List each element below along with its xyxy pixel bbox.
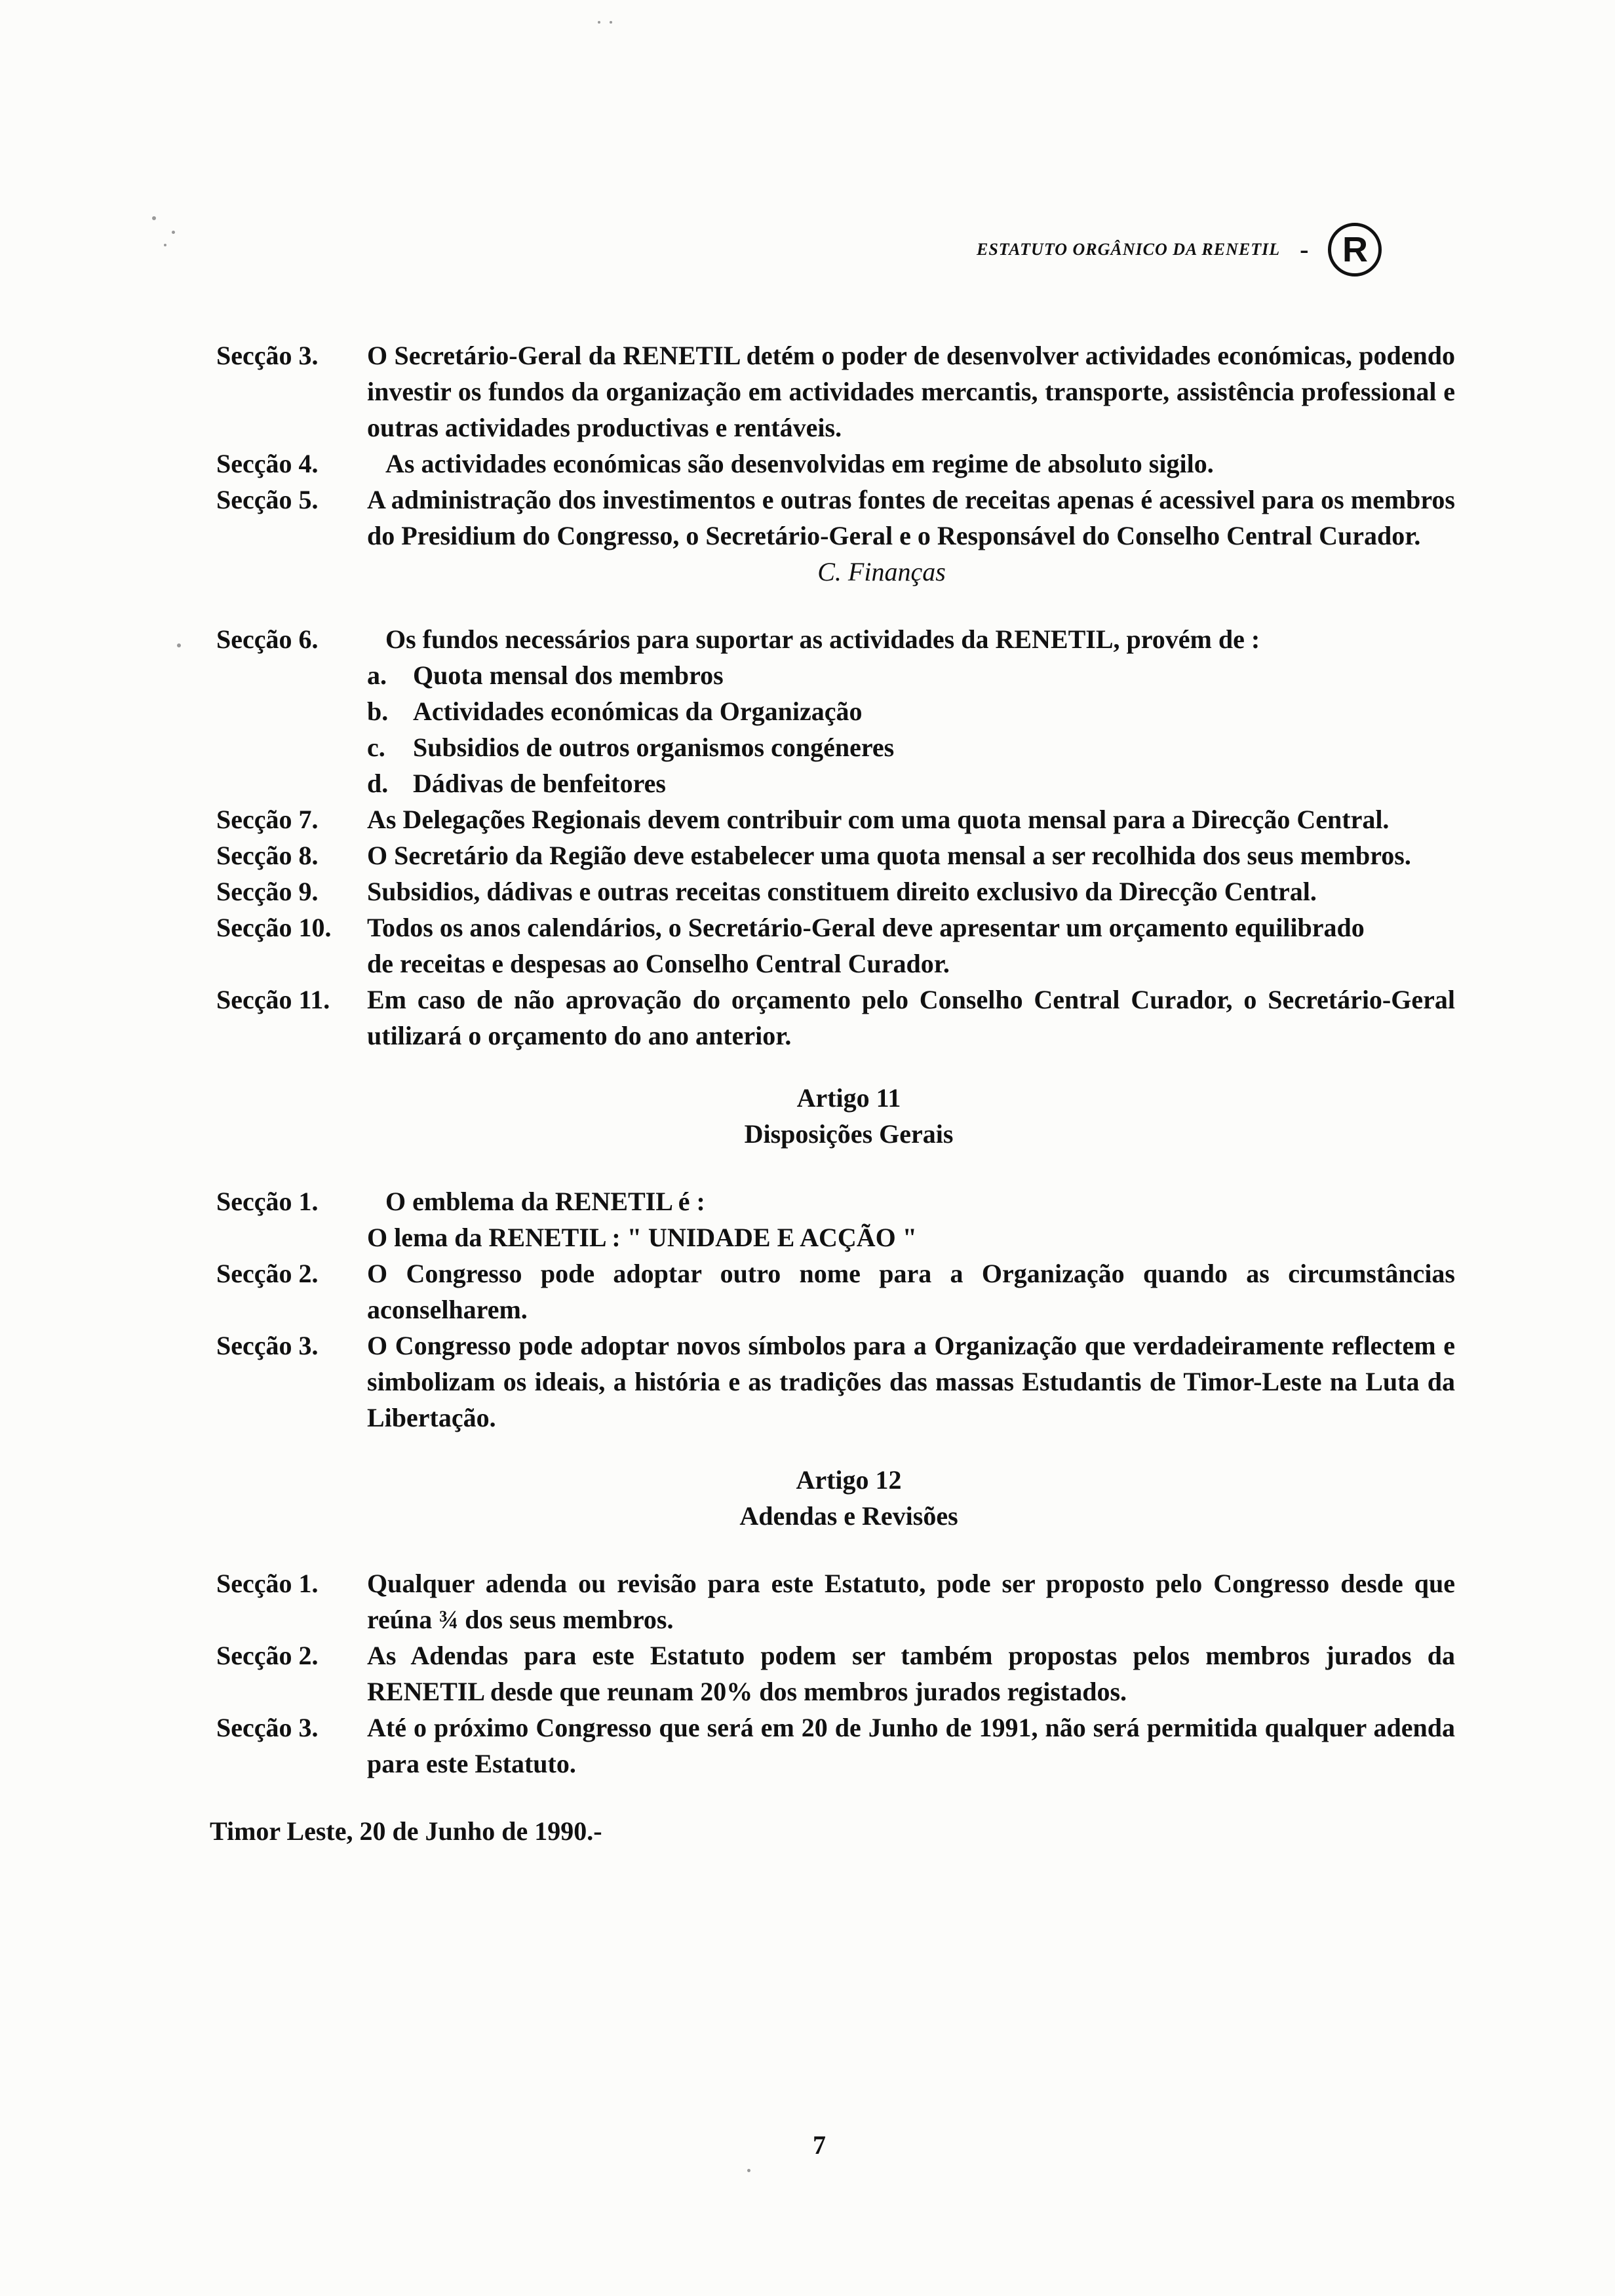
art11-section-3-block <box>216 1328 1455 1436</box>
section-label: Secção 4. <box>216 449 319 478</box>
list-letter: b. <box>367 697 389 726</box>
section-10-block <box>216 909 1455 982</box>
article-title: Artigo 12 <box>796 1465 902 1495</box>
section-label: Secção 8. <box>216 841 319 870</box>
section-label: Secção 9. <box>216 877 319 906</box>
section-text: O Congresso pode adoptar outro nome para a Organização quando as circumstâncias aconselharem. <box>367 1259 1455 1324</box>
section-text: Todos os anos calendários, o Secretário-Geral deve apresentar um orçamento equilibrado <box>367 913 1365 942</box>
scan-speck <box>747 2169 750 2172</box>
section-text: O Secretário da Região deve estabelecer uma quota mensal a ser recolhida dos seus membros. <box>367 841 1411 870</box>
section-5-block <box>216 482 1455 554</box>
section-label: Secção 5. <box>216 485 319 514</box>
art12-section-2-block <box>216 1637 1455 1710</box>
list-item <box>367 729 1455 765</box>
section-text: Subsidios, dádivas e outras receitas constituem direito exclusivo da Direcção Central. <box>367 877 1317 906</box>
funding-sources-list <box>367 657 1455 801</box>
article-12-heading <box>216 1462 1455 1534</box>
article-11-heading <box>216 1080 1455 1152</box>
section-label: Secção 6. <box>216 624 319 654</box>
financas-heading: C. Finanças <box>817 557 946 586</box>
section-label: Secção 1. <box>216 1569 319 1598</box>
list-item <box>367 657 1455 693</box>
list-text: Quota mensal dos membros <box>413 660 724 690</box>
list-letter: d. <box>367 769 389 798</box>
scan-speck <box>164 244 166 246</box>
section-text: O lema da RENETIL : " UNIDADE E ACÇÃO " <box>367 1223 917 1252</box>
section-label: Secção 2. <box>216 1259 319 1288</box>
header-dash: - <box>1300 235 1309 264</box>
section-text: Em caso de não aprovação do orçamento pelo Conselho Central Curador, o Secretário-Geral utilizará o orçamento do ano anterior. <box>367 985 1455 1050</box>
section-9-block <box>216 873 1455 909</box>
list-item <box>367 693 1455 729</box>
section-text: Qualquer adenda ou revisão para este Estatuto, pode ser proposto pelo Congresso desde que reúna ¾ dos seus membros. <box>367 1569 1455 1634</box>
section-label: Secção 1. <box>216 1187 319 1216</box>
page-number: 7 <box>813 2130 826 2160</box>
list-text: Dádivas de benfeitores <box>413 769 666 798</box>
art11-section-1-block <box>216 1183 1455 1255</box>
scan-speck <box>610 21 612 24</box>
section-text: O emblema da RENETIL é : <box>385 1187 705 1216</box>
article-subtitle: Disposições Gerais <box>744 1119 954 1149</box>
scan-speck <box>598 21 600 24</box>
section-text: A administração dos investimentos e outras fontes de receitas apenas é acessivel para os membros do Presidium do Congresso, o Secretário-Geral e o Responsável do Conselho Central Curador. <box>367 485 1455 550</box>
scan-speck <box>172 231 175 234</box>
section-label: Secção 3. <box>216 1331 319 1360</box>
section-7-block <box>216 801 1455 837</box>
section-11-block <box>216 982 1455 1054</box>
section-3-block <box>216 337 1455 446</box>
scan-speck <box>177 643 181 647</box>
section-label: Secção 7. <box>216 805 319 834</box>
art12-section-1-block <box>216 1565 1455 1637</box>
registered-mark-icon: R <box>1328 223 1382 277</box>
section-8-block <box>216 837 1455 873</box>
scan-speck <box>152 216 156 220</box>
section-label: Secção 2. <box>216 1641 319 1670</box>
section-label: Secção 10. <box>216 913 332 942</box>
page-header <box>977 223 1382 277</box>
art11-section-2-block <box>216 1255 1455 1328</box>
list-item <box>367 765 1455 801</box>
section-label: Secção 11. <box>216 985 330 1014</box>
section-text: Os fundos necessários para suportar as actividades da RENETIL, provém de : <box>385 624 1260 654</box>
list-letter: c. <box>367 733 385 762</box>
document-body <box>210 337 1455 1849</box>
section-text: O Congresso pode adoptar novos símbolos para a Organização que verdadeiramente reflectem e simbolizam os ideais, a história e as tradições das massas Estudantis de Timor-Leste na Luta da Libertação. <box>367 1331 1455 1432</box>
list-text: Subsidios de outros organismos congéneres <box>413 733 895 762</box>
art12-section-3-block <box>216 1710 1455 1782</box>
section-6-block <box>216 621 1455 801</box>
section-text: de receitas e despesas ao Conselho Central Curador. <box>367 949 950 978</box>
section-4-block <box>216 446 1455 482</box>
section-text: As Delegações Regionais devem contribuir com uma quota mensal para a Direcção Central. <box>367 805 1390 834</box>
article-title: Artigo 11 <box>796 1083 901 1113</box>
header-title: ESTATUTO ORGÂNICO DA RENETIL <box>977 240 1281 259</box>
section-text: O Secretário-Geral da RENETIL detém o poder de desenvolver actividades económicas, podendo investir os fundos da organização em actividades mercantis, transporte, assistência professional e outras actividades productivas e rentáveis. <box>367 341 1455 442</box>
list-letter: a. <box>367 660 387 690</box>
section-text: As Adendas para este Estatuto podem ser também propostas pelos membros jurados da RENETIL desde que reunam 20% dos membros jurados registados. <box>367 1641 1455 1706</box>
section-label: Secção 3. <box>216 1713 319 1742</box>
section-text: Até o próximo Congresso que será em 20 de Junho de 1991, não será permitida qualquer adenda para este Estatuto. <box>367 1713 1455 1778</box>
date-line: Timor Leste, 20 de Junho de 1990.- <box>210 1816 602 1846</box>
article-subtitle: Adendas e Revisões <box>739 1501 958 1531</box>
list-text: Actividades económicas da Organização <box>413 697 863 726</box>
section-label: Secção 3. <box>216 341 319 370</box>
section-text: As actividades económicas são desenvolvidas em regime de absoluto sigilo. <box>385 449 1214 478</box>
